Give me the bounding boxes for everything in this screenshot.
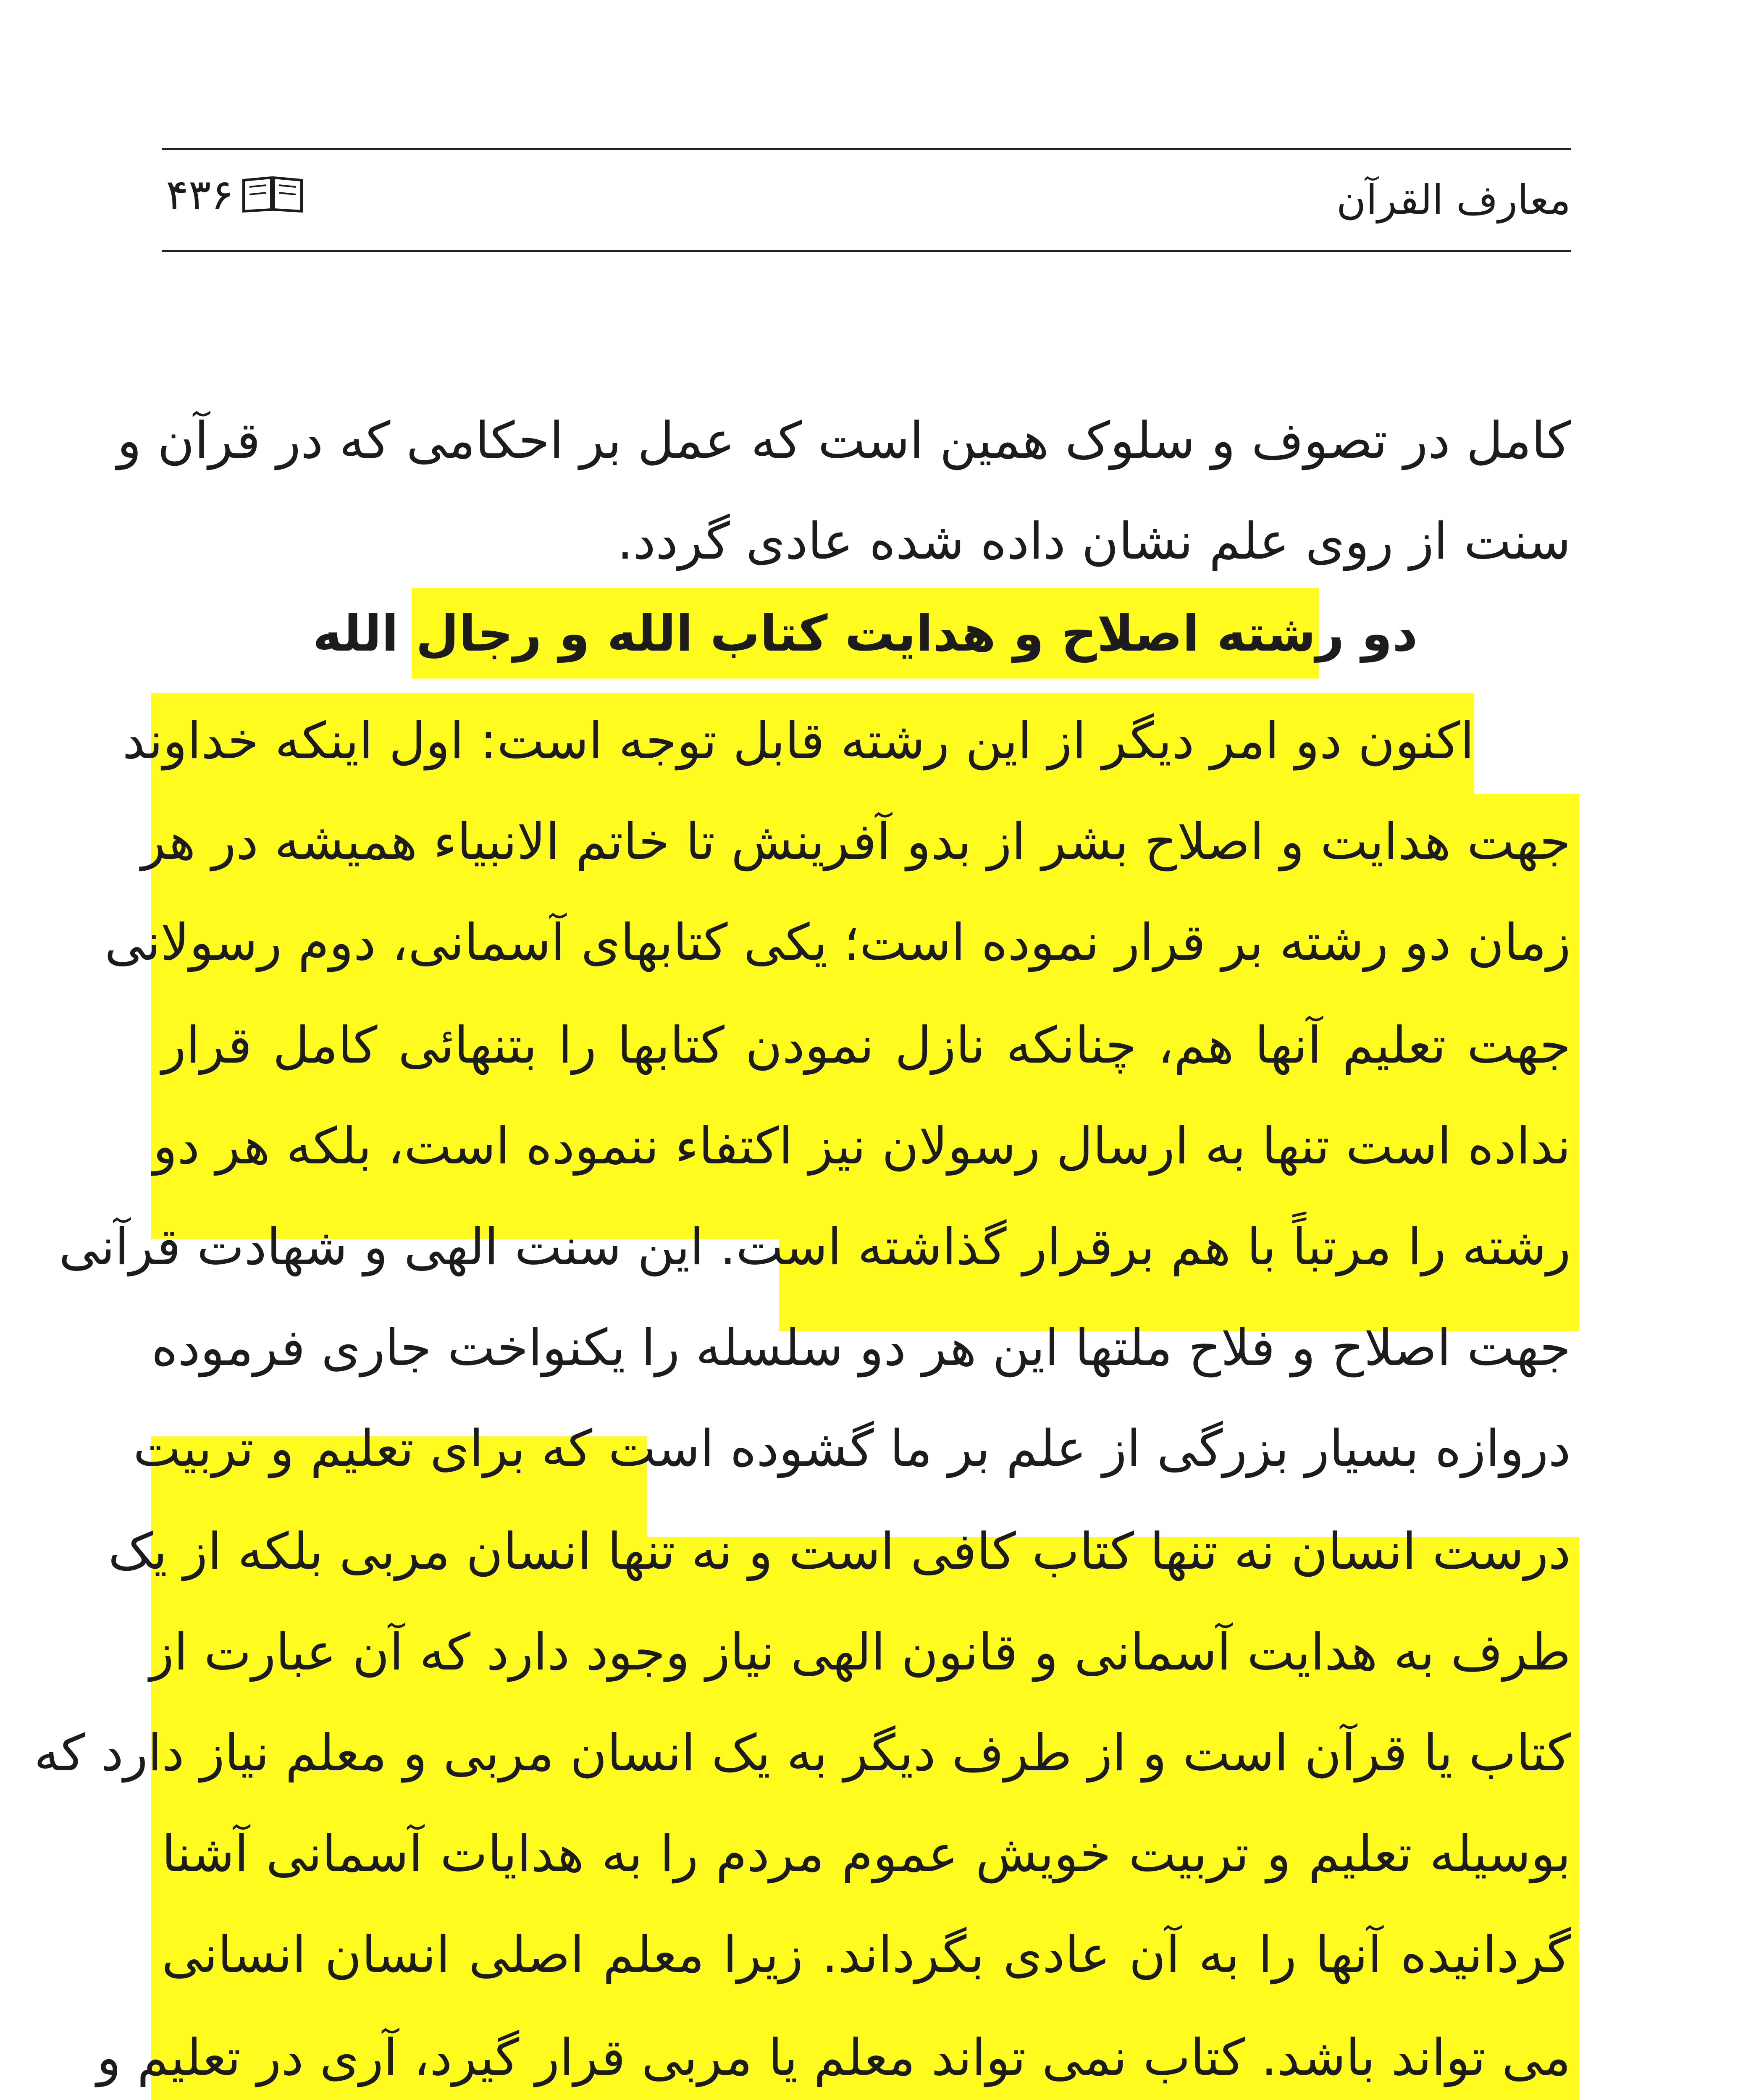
header-bottom-rule xyxy=(162,250,1571,252)
book-icon xyxy=(241,175,304,215)
body-line-5 xyxy=(104,909,1571,976)
highlighted-text-segment: اکنون دو امر دیگر از این رشته قابل توجه است: اول اینکه خداوند xyxy=(122,712,1474,770)
body-line-4 xyxy=(141,808,1571,876)
highlighted-text-segment: درست انسان نه تنها کتاب کافی است و نه تنها انسان مربی بلکه از یک xyxy=(108,1522,1571,1581)
body-line-7 xyxy=(153,1113,1571,1180)
highlighted-text-segment: جهت تعلیم آنها هم، چنانکه نازل نمودن کتابها را بتنهائی کامل قرار xyxy=(162,1016,1571,1075)
text-segment: این سنت الهی و شهادت قرآنی xyxy=(59,1218,720,1276)
text-segment: سنت از روی علم نشان داده شده عادی گردد. xyxy=(617,512,1571,571)
header-top-rule xyxy=(162,148,1571,150)
text-segment: کامل در تصوف و سلوک همین است که عمل بر احکامی که در قرآن و xyxy=(117,412,1571,470)
highlighted-text-segment: بوسیله تعلیم و تربیت خویش عموم مردم را به هدایات آسمانی آشنا xyxy=(162,1825,1571,1883)
body-line-3 xyxy=(122,708,1474,775)
body-line-15 xyxy=(162,1922,1571,1989)
body-line-10 xyxy=(133,1415,1571,1483)
body-line-1 xyxy=(117,407,1571,475)
highlighted-text-segment: گردانیده آنها را به آن عادی بگرداند. زیرا معلم اصلی انسان انسانی xyxy=(162,1926,1571,1984)
text-segment: آری در تعلیم و xyxy=(97,2029,414,2087)
highlighted-text-segment: جهت هدایت و اصلاح بشر از بدو آفرینش تا خاتم الانبیاء همیشه در هر xyxy=(141,813,1571,871)
highlighted-text-segment: نداده است تنها به ارسال رسولان نیز اکتفاء ننموده است، بلکه هر دو xyxy=(153,1117,1571,1176)
section-heading: دو رشته اصلاح و هدایت کتاب الله و رجال الله xyxy=(312,604,1418,662)
running-header-title: معارف القرآن xyxy=(1336,176,1571,223)
highlighted-text-segment: برای تعلیم و تربیت xyxy=(133,1420,525,1478)
highlighted-text-segment: طرف به هدایت آسمانی و قانون الهی نیاز وجود دارد که آن عبارت از xyxy=(150,1623,1571,1682)
highlighted-text-segment: رشته را مرتباً با هم برقرار گذاشته است. xyxy=(720,1218,1571,1276)
highlighted-text-segment: می تواند باشد. کتاب نمی تواند معلم یا مربی قرار گیرد، xyxy=(413,2029,1571,2087)
body-line-16 xyxy=(97,2024,1571,2092)
page-number: ۴۳۶ xyxy=(166,170,234,219)
highlighted-text-segment: زمان دو رشته بر قرار نموده است؛ یکی کتابهای آسمانی، دوم رسولانی xyxy=(104,914,1571,972)
body-line-2 xyxy=(162,508,1571,575)
body-line-9 xyxy=(151,1315,1571,1382)
body-line-11 xyxy=(108,1518,1571,1586)
body-line-14 xyxy=(162,1821,1571,1888)
body-line-12 xyxy=(150,1619,1571,1686)
body-line-8 xyxy=(59,1214,1571,1281)
text-segment: دروازه بسیار بزرگی از علم بر ما گشوده است که xyxy=(525,1420,1571,1478)
body-line-6 xyxy=(162,1012,1571,1079)
highlighted-text-segment: کتاب یا قرآن است و از طرف دیگر به یک انسان مربی و معلم نیاز دارد که xyxy=(34,1724,1571,1782)
page-number-group xyxy=(166,170,304,219)
body-line-13 xyxy=(34,1720,1571,1787)
text-segment: جهت اصلاح و فلاح ملتها این هر دو سلسله را یکنواخت جاری فرموده xyxy=(151,1319,1571,1377)
